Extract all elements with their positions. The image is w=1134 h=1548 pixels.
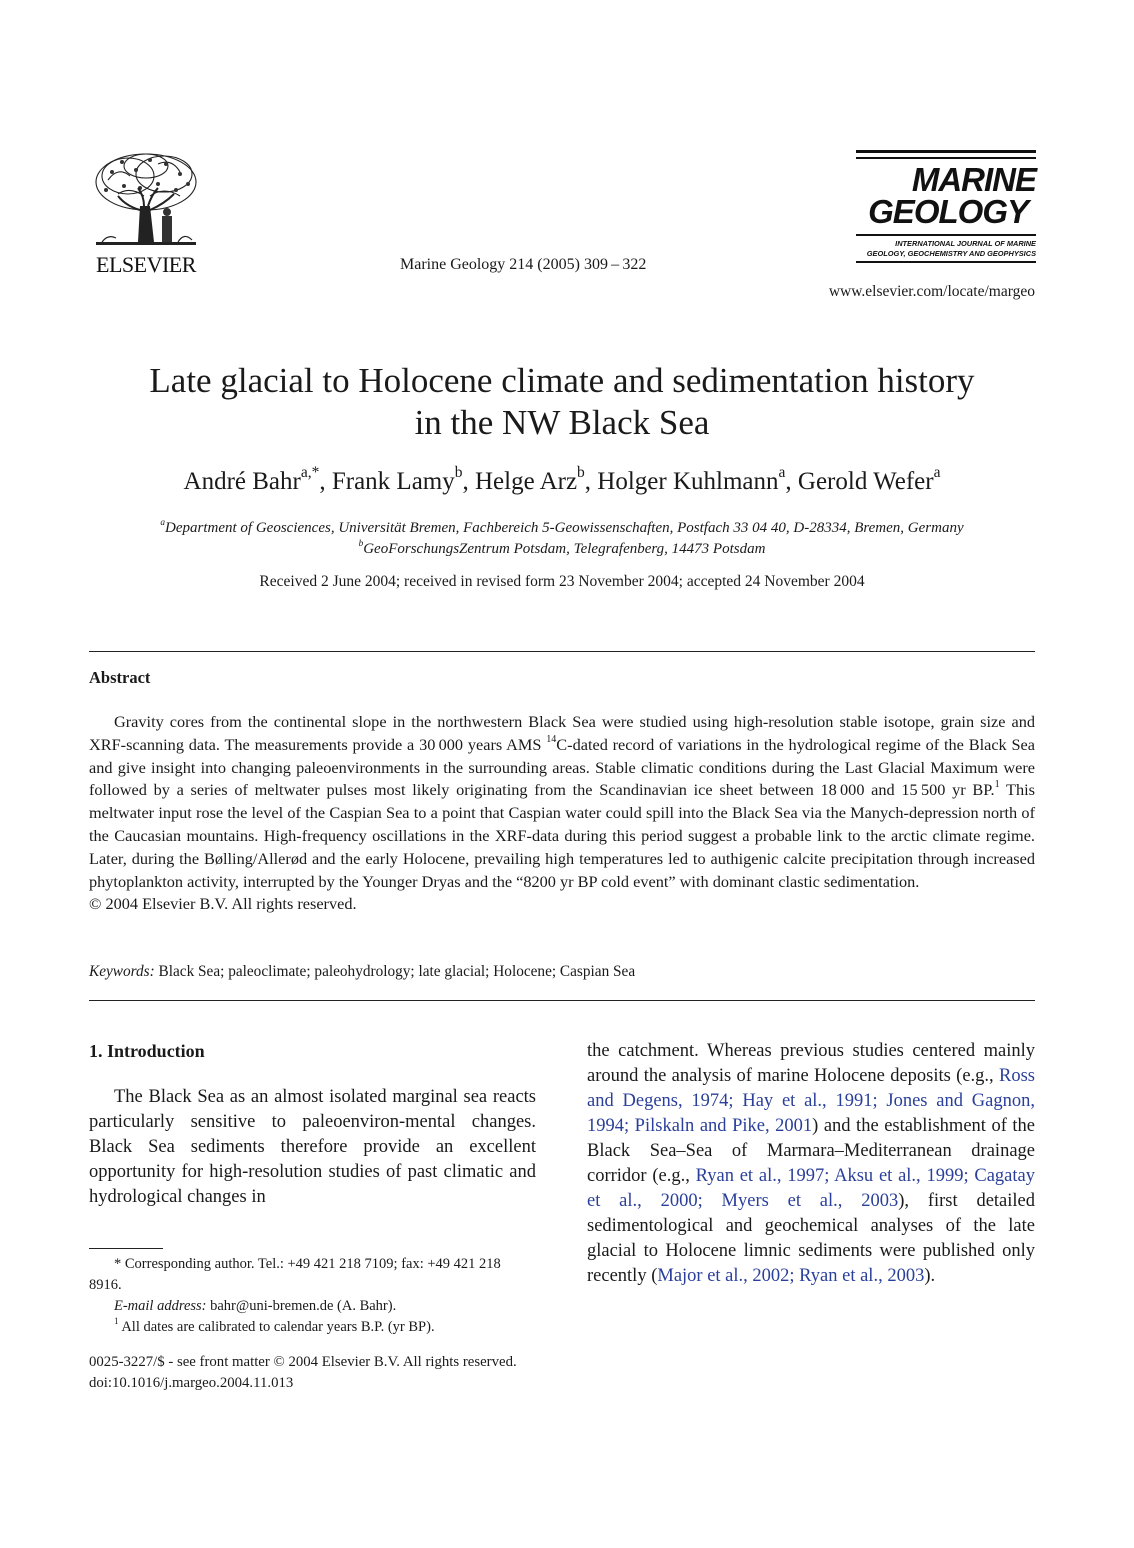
journal-logo-subtitle-line1: INTERNATIONAL JOURNAL OF MARINE	[895, 239, 1036, 248]
author-affiliation-mark[interactable]: b	[454, 464, 463, 482]
body-text: ).	[924, 1266, 936, 1286]
body-text: ), first detailed sedimentological and geochemical analyses of the late glacial to Holocene limnic sediments were published only recently (	[587, 1191, 1035, 1286]
citation-link[interactable]: Major et al., 2002; Ryan et al., 2003	[657, 1266, 925, 1286]
elsevier-logo	[88, 150, 204, 277]
journal-logo-subtitle-line2: GEOLOGY, GEOCHEMISTRY AND GEOPHYSICS	[866, 249, 1036, 258]
isotope-superscript: 14	[546, 733, 557, 745]
abstract-text: This meltwater input rose the level of the Caspian Sea to a point that Caspian water could spill into the Black Sea via the Manych-depression north of the Caucasian mountains. High-frequency oscillations in the XRF-data during this period suggest a probable link to the arctic climate regime. Later, during the Bølling/Allerød and the early Holocene, prevailing high temperatures led to authigenic calcite precipitation through increased phytoplankton activity, interrupted by the Younger Dryas and the “8200 yr BP cold event” with dominant clastic sedimentation.	[89, 780, 1035, 891]
journal-logo-title-line1: MARINE	[911, 161, 1036, 198]
journal-logo-title-line2: GEOLOGY	[868, 193, 1028, 230]
abstract-body	[89, 711, 1035, 916]
affiliation-b	[0, 539, 1124, 560]
logo-rule	[856, 157, 1036, 159]
author-affiliation-mark[interactable]: a,*	[300, 464, 320, 482]
left-column	[89, 1040, 536, 1210]
journal-logo-subtitle	[856, 239, 1036, 259]
author-name: Helge Arz	[475, 468, 578, 495]
footnote-mark: 1	[114, 1315, 119, 1326]
footnote-mark: *	[114, 1256, 122, 1272]
article-title	[0, 360, 1124, 444]
article-title-line1: Late glacial to Holocene climate and sedimentation history	[149, 361, 975, 400]
affiliations	[0, 518, 1124, 560]
author-name: Holger Kuhlmann	[597, 468, 779, 495]
author-name: Frank Lamy	[331, 468, 455, 495]
logo-rule	[856, 261, 1036, 263]
journal-url[interactable]: www.elsevier.com/locate/margeo	[828, 283, 1035, 300]
affiliation-a	[0, 518, 1124, 539]
author-name: Gerold Wefer	[797, 468, 934, 495]
footnote-email	[89, 1296, 536, 1317]
email-address[interactable]: bahr@uni-bremen.de (A. Bahr).	[206, 1298, 397, 1314]
abstract-paragraph	[89, 711, 1035, 893]
article-dates: Received 2 June 2004; received in revised form 23 November 2004; accepted 24 November 2004	[259, 573, 865, 590]
footnote-text: All dates are calibrated to calendar years B.P. (yr BP).	[118, 1319, 435, 1335]
article-title-line2: in the NW Black Sea	[414, 403, 710, 442]
author-affiliation-mark[interactable]: a	[933, 464, 941, 482]
affiliation-text: Department of Geosciences, Universität Bremen, Fachbereich 5-Geowissenschaften, Postfach 33 04 40, D-28334, Bremen, Germany	[165, 520, 964, 536]
footnotes	[89, 1254, 536, 1338]
author-list: André Bahr$^{a,*}$, Frank Lamy$^b$, Helge Arz$^b$, Holger Kuhlmann$^a$, Gerold Wefer$^a$	[183, 464, 941, 495]
author-name: André Bahr	[183, 468, 301, 495]
logo-rule	[856, 234, 1036, 236]
email-label: E-mail address:	[114, 1298, 207, 1314]
front-matter	[89, 1352, 517, 1394]
footnote-text: Corresponding author. Tel.: +49 421 218 7109; fax: +49 421 218 8916.	[89, 1256, 501, 1293]
affiliation-mark: b	[358, 538, 364, 549]
intro-paragraph-right	[587, 1039, 1035, 1289]
author-affiliation-mark[interactable]: b	[577, 464, 585, 482]
abstract-copyright: © 2004 Elsevier B.V. All rights reserved.	[89, 894, 357, 914]
intro-paragraph-left: The Black Sea as an almost isolated marginal sea reacts particularly sensitive to paleoenviron-mental changes. Black Sea sediments therefore provide an excellent opportunity for high-resolution studies of past climatic and hydrological changes in	[89, 1087, 536, 1207]
journal-logo	[856, 150, 1036, 264]
section-heading: 1. Introduction	[89, 1041, 205, 1061]
citation-link[interactable]: Ross and Degens, 1974; Hay et al., 1991; Jones and Gagnon, 1994; Pilskaln and Pike, 2001	[587, 1066, 1035, 1136]
doi[interactable]: doi:10.1016/j.margeo.2004.11.013	[89, 1375, 294, 1391]
body-text: the catchment. Whereas previous studies centered mainly around the analysis of marine Holocene deposits (e.g.,	[587, 1041, 1035, 1086]
abstract-top-rule	[89, 651, 1035, 652]
journal-citation: Marine Geology 214 (2005) 309 – 322	[400, 256, 647, 273]
keywords-text: Black Sea; paleoclimate; paleohydrology; late glacial; Holocene; Caspian Sea	[154, 963, 636, 980]
affiliation-text: GeoForschungsZentrum Potsdam, Telegrafenberg, 14473 Potsdam	[363, 541, 766, 557]
elsevier-tree-icon	[88, 150, 204, 250]
logo-rule	[856, 150, 1036, 153]
keywords-label: Keywords:	[89, 963, 155, 980]
affiliation-mark: a	[160, 517, 166, 528]
author-affiliation-mark[interactable]: a	[778, 464, 786, 482]
abstract-heading: Abstract	[89, 668, 151, 687]
abstract-bottom-rule	[89, 1000, 1035, 1001]
issn-line: 0025-3227/$ - see front matter © 2004 Elsevier B.V. All rights reserved.	[89, 1354, 517, 1370]
citation-link[interactable]: Ryan et al., 1997; Aksu et al., 1999; Cagatay et al., 2000; Myers et al., 2003	[587, 1166, 1035, 1211]
footnote-corresponding	[89, 1254, 536, 1296]
journal-logo-title	[856, 161, 1036, 230]
body-text: ) and the establishment of the Black Sea–Sea of Marmara–Mediterranean drainage corridor (e.g.,	[587, 1116, 1035, 1186]
footnote-1	[89, 1317, 536, 1338]
keywords	[89, 963, 635, 981]
footnote-ref-1[interactable]: 1	[994, 779, 1000, 791]
footnote-rule	[89, 1248, 163, 1249]
publisher-name: ELSEVIER	[96, 252, 196, 277]
abstract-text: C-dated record of variations in the hydrological regime of the Black Sea and give insight into changing paleoenvironments in the surrounding areas. Stable climatic conditions during the Last Glacial Maximum were followed by a series of meltwater pulses most likely originating from the Scandinavian ice sheet between 18 000 and 15 500 yr BP.	[89, 734, 1035, 800]
abstract-text: Gravity cores from the continental slope in the northwestern Black Sea were studied using high-resolution stable isotope, grain size and XRF-scanning data. The measurements provide a 30 000 years AMS	[89, 712, 1035, 754]
